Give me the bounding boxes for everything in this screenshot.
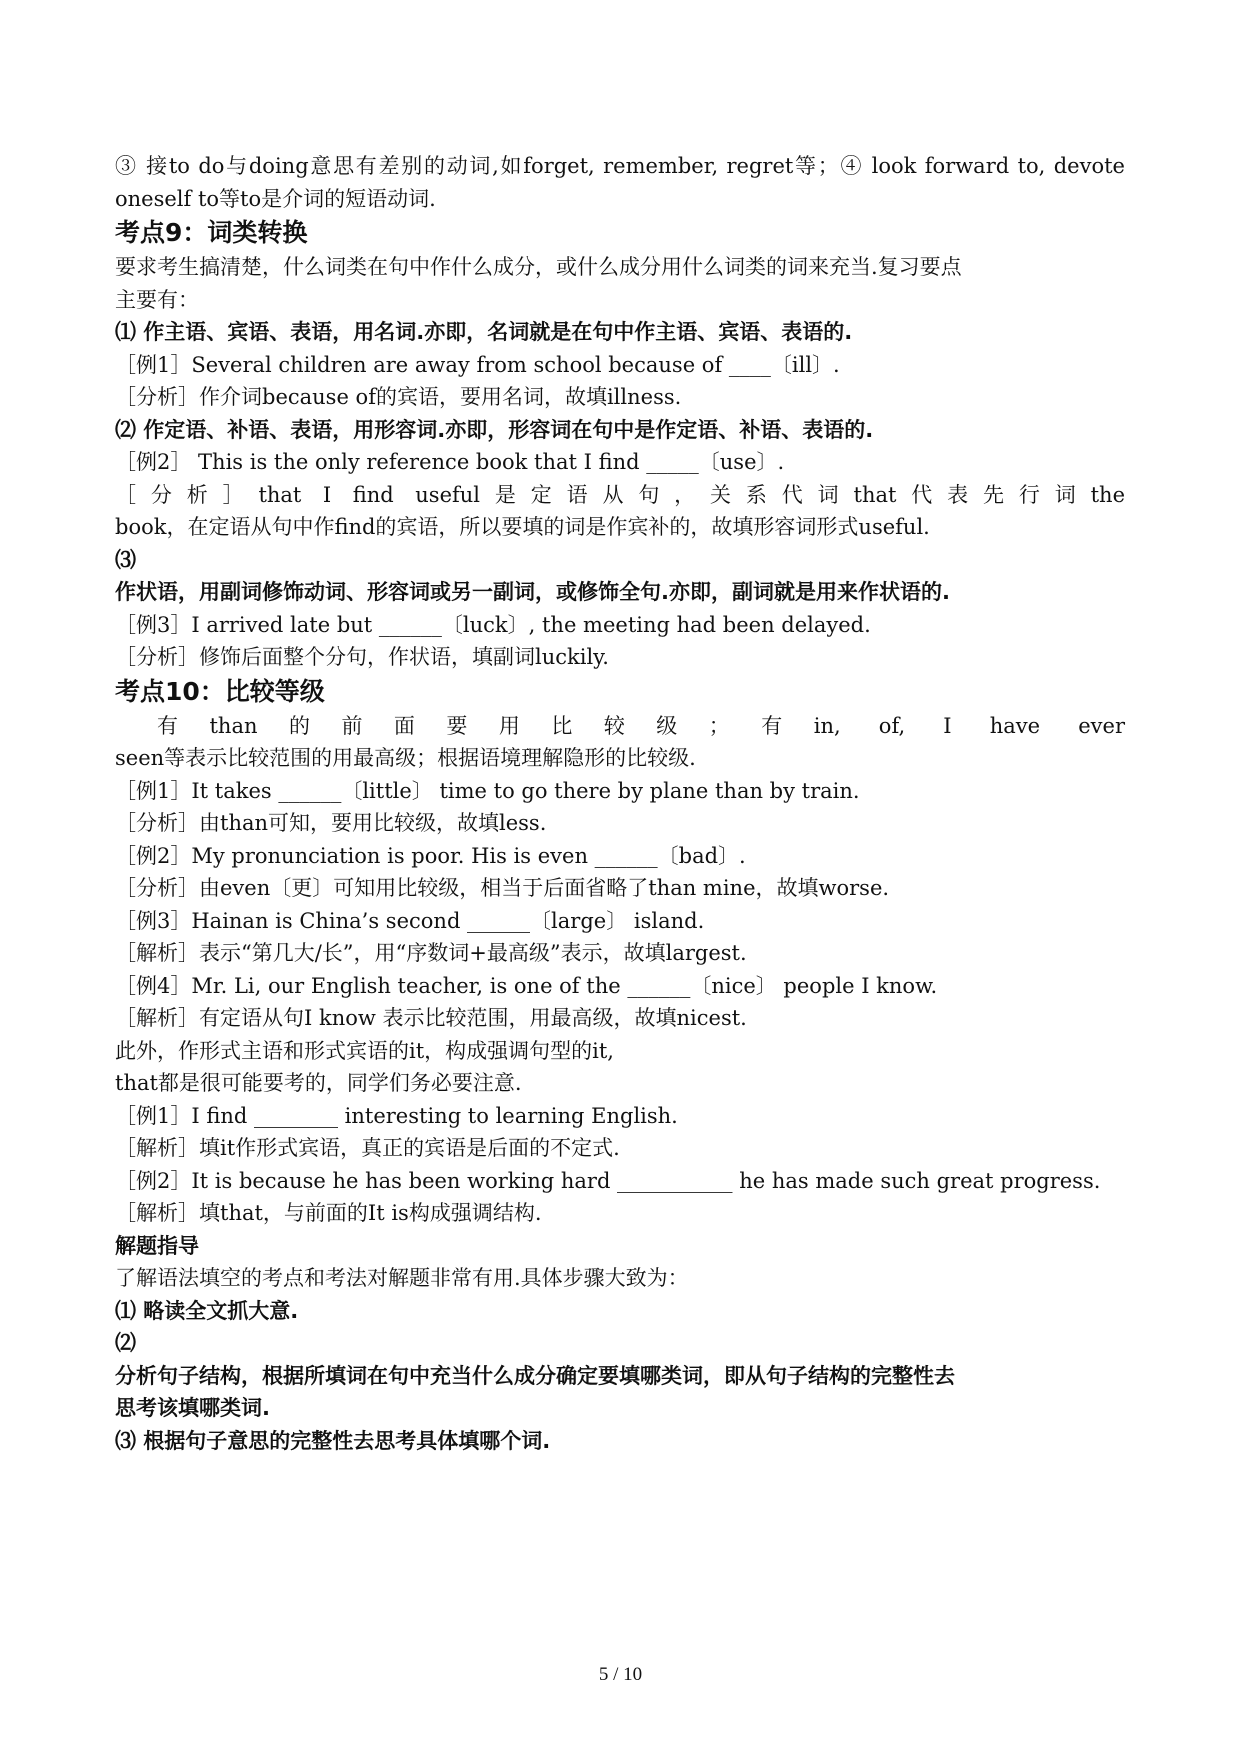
section-10-example-3: ［例3］Hainan is China’s second ______〔large〕 island. xyxy=(115,908,705,933)
section-10-example-6: ［例2］It is because he has been working hard ___________ he has made such great progress. xyxy=(115,1168,1101,1193)
guide-step-2-number: ⑵ xyxy=(115,1331,136,1355)
section-10-example-4: ［例4］Mr. Li, our English teacher, is one of the ______〔nice〕 people I know. xyxy=(115,973,938,998)
section-10-note-2: that都是很可能要考的，同学们务必要注意. xyxy=(115,1071,522,1095)
section-10-title: 考点10：比较等级 xyxy=(115,676,325,706)
section-10-desc-2: seen等表示比较范围的用最高级；根据语境理解隐形的比较级. xyxy=(115,746,696,770)
section-10-analysis-1: ［分析］由than可知，要用比较级，故填less. xyxy=(115,811,547,835)
guide-step-2-line-2: 思考该填哪类词. xyxy=(115,1396,270,1420)
intro-line-1: ③ 接to do与doing意思有差别的动词,如forget, remember, regret等；④ look forward to, devote xyxy=(115,154,1125,178)
section-9-desc-2: 主要有： xyxy=(115,287,199,312)
section-9-example-2: ［例2］ This is the only reference book that I find _____〔use〕. xyxy=(115,450,785,474)
guide-title: 解题指导 xyxy=(115,1233,199,1258)
section-9-example-1: ［例1］Several children are away from school because of ____〔ill〕. xyxy=(115,352,840,377)
section-10-example-1: ［例1］It takes ______〔little〕 time to go there by plane than by train. xyxy=(115,778,860,803)
section-9-example-3: ［例3］I arrived late but ______〔luck〕, the meeting had been delayed. xyxy=(115,612,871,637)
intro-line-2: oneself to等to是介词的短语动词. xyxy=(115,186,436,211)
guide-step-2-line-1: 分析句子结构，根据所填词在句中充当什么成分确定要填哪类词，即从句子结构的完整性去 xyxy=(115,1363,955,1388)
section-9-analysis-3: ［分析］修饰后面整个分句，作状语，填副词luckily. xyxy=(115,645,609,669)
section-9-point-1: ⑴ 作主语、宾语、表语，用名词.亦即，名词就是在句中作主语、宾语、表语的. xyxy=(115,320,853,344)
section-9-analysis-2-line-1: ［分析］that I find useful是定语从句，关系代词that代表先行词the xyxy=(115,482,1125,507)
section-9-title: 考点9：词类转换 xyxy=(115,218,308,247)
page-number: 5 / 10 xyxy=(598,1664,643,1685)
section-10-desc-1: 有than的前面要用比较级；有in, of, I have ever xyxy=(157,713,1125,738)
section-10-analysis-2: ［分析］由even〔更〕可知用比较级，相当于后面省略了than mine，故填worse. xyxy=(115,876,890,900)
section-9-point-3-number: ⑶ xyxy=(115,547,136,572)
section-10-analysis-6: ［解析］填that，与前面的It is构成强调结构. xyxy=(115,1201,542,1225)
section-9-analysis-2-line-2: book，在定语从句中作find的宾语，所以要填的词是作宾补的，故填形容词形式useful. xyxy=(115,515,930,539)
section-10-analysis-4: ［解析］有定语从句I know 表示比较范围，用最高级，故填nicest. xyxy=(115,1006,747,1030)
guide-step-1: ⑴ 略读全文抓大意. xyxy=(115,1298,299,1323)
page-content xyxy=(115,150,1125,1457)
section-9-analysis-1: ［分析］作介词because of的宾语，要用名词，故填illness. xyxy=(115,385,682,409)
section-9-point-3: 作状语，用副词修饰动词、形容词或另一副词，或修饰全句.亦即，副词就是用来作状语的. xyxy=(115,580,950,604)
section-10-analysis-5: ［解析］填it作形式宾语，真正的宾语是后面的不定式. xyxy=(115,1136,620,1160)
section-10-example-2: ［例2］My pronunciation is poor. His is even ______〔bad〕. xyxy=(115,843,746,868)
section-10-example-5: ［例1］I find ________ interesting to learning English. xyxy=(115,1103,678,1128)
section-10-note-1: 此外，作形式主语和形式宾语的it，构成强调句型的it, xyxy=(115,1038,614,1063)
guide-desc: 了解语法填空的考点和考法对解题非常有用.具体步骤大致为： xyxy=(115,1266,689,1290)
guide-step-3: ⑶ 根据句子意思的完整性去思考具体填哪个词. xyxy=(115,1428,551,1453)
section-10-analysis-3: ［解析］表示“第几大/长”，用“序数词+最高级”表示，故填largest. xyxy=(115,941,747,965)
section-9-point-2: ⑵ 作定语、补语、表语，用形容词.亦即，形容词在句中是作定语、补语、表语的. xyxy=(115,417,874,442)
section-9-desc-1: 要求考生搞清楚，什么词类在句中作什么成分，或什么成分用什么词类的词来充当.复习要点 xyxy=(115,255,962,279)
